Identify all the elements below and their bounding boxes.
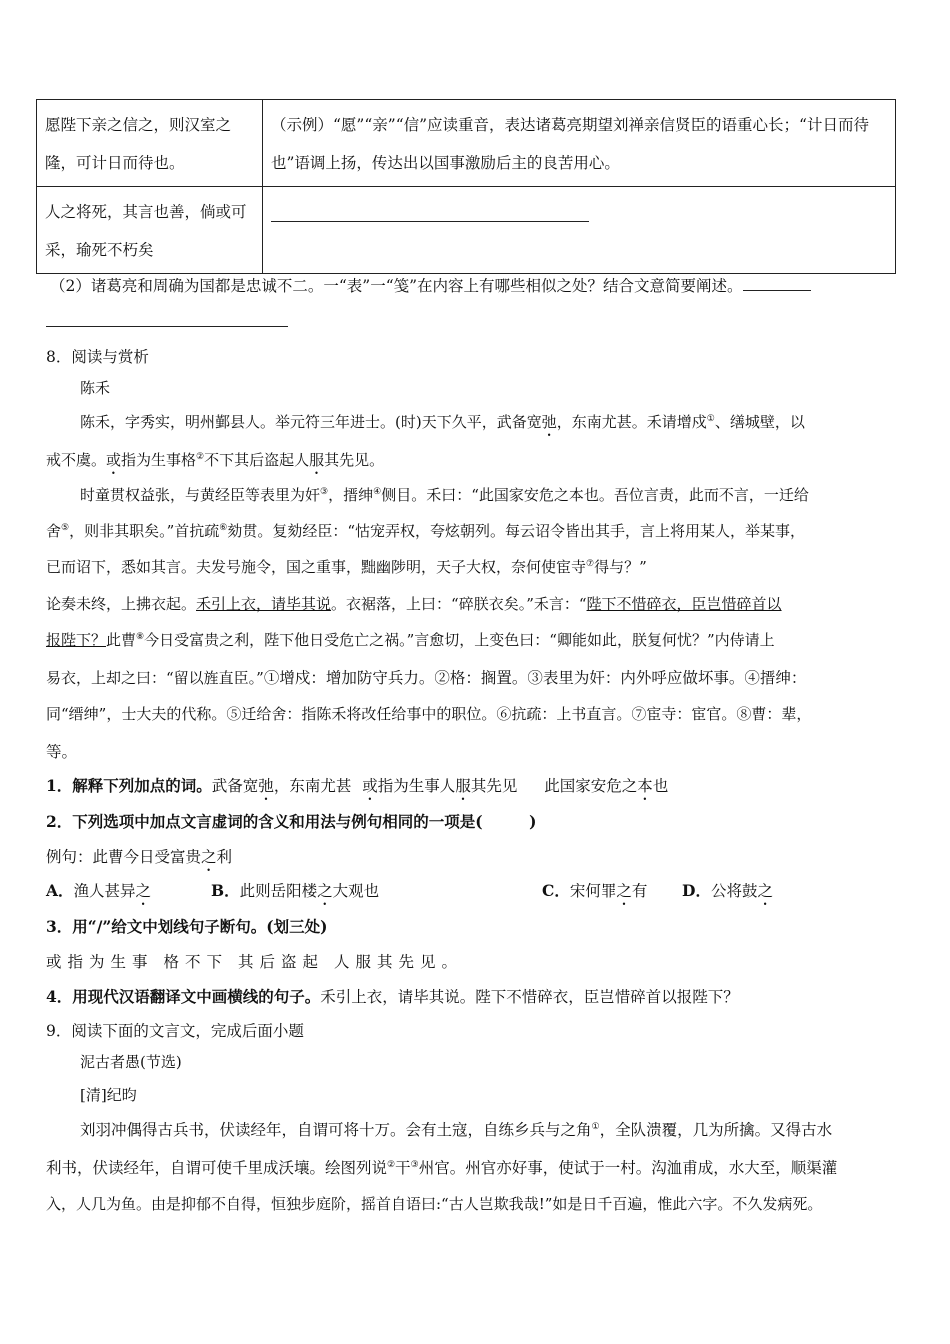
table-cell-sentence: 人之将死，其言也善，倘或可采，瑜死不朽矣 xyxy=(37,187,263,274)
text: 论奏未终，上拂衣起。 xyxy=(46,595,197,613)
text: 格不下 xyxy=(163,953,229,971)
option-a[interactable] xyxy=(46,879,151,909)
footnote-marker: ② xyxy=(387,1159,396,1170)
underlined-sentence: 陛下不惜碎衣，臣岂惜碎首以 xyxy=(586,595,782,613)
passage-author: [清]纪昀 xyxy=(80,1086,137,1104)
option-label: C． xyxy=(542,881,570,900)
option-label: D． xyxy=(682,881,711,900)
dotted-word: 之 xyxy=(135,882,152,900)
passage-line xyxy=(46,593,782,614)
table-cell-answer-blank xyxy=(263,187,896,274)
text: 劾贯。复劾经臣：“怙宠弄权，夸炫朝列。每云诏令皆出其手，言上将用某人，举某事， xyxy=(227,522,806,540)
text: 指为生事人 xyxy=(377,777,456,795)
text: 也 xyxy=(652,777,669,795)
option-d[interactable] xyxy=(682,879,773,909)
text: ，全队溃覆，几为所擒。又得古水 xyxy=(599,1121,833,1139)
dotted-word: 或 xyxy=(106,451,122,469)
punctuation-sentence xyxy=(46,950,463,972)
text: 、缮城壁，以 xyxy=(714,413,805,431)
text: 人服其先见。 xyxy=(334,953,464,971)
subquestion-3 xyxy=(46,915,327,937)
option-b[interactable] xyxy=(211,879,379,909)
reading-table xyxy=(36,99,896,274)
text: 公将鼓 xyxy=(710,882,758,900)
passage-line xyxy=(46,556,647,577)
footnote-marker: ① xyxy=(706,414,715,424)
passage-line xyxy=(46,1156,837,1178)
dotted-word: 之 xyxy=(616,882,632,900)
footnote-marker: ⑥ xyxy=(219,523,228,533)
dotted-word: 服 xyxy=(309,451,325,469)
dotted-word: 或 xyxy=(362,777,378,795)
footnote-marker: ③ xyxy=(320,487,329,497)
footnote-marker: ③ xyxy=(410,1159,419,1170)
answer-blank-line[interactable] xyxy=(743,276,811,291)
footnote-marker: ⑦ xyxy=(586,559,595,569)
text: ，搢绅 xyxy=(328,486,374,504)
text: 不下其后盗起人 xyxy=(204,451,310,469)
underlined-sentence: 报陛下？ xyxy=(46,631,107,649)
table-cell-sentence: 愿陛下亲之信之，则汉室之隆，可计日而待也。 xyxy=(37,100,263,187)
text: 大观也 xyxy=(332,882,380,900)
text: 渔人甚异 xyxy=(73,882,136,900)
dotted-word: 弛 xyxy=(258,777,274,795)
text: 易衣，上却之曰：“留以旌直臣。” xyxy=(46,669,264,687)
passage-line xyxy=(46,666,806,688)
footnotes-line: 等。 xyxy=(46,743,78,761)
passage-line xyxy=(46,449,384,478)
table-cell-analysis: （示例）“愿”“亲”“信”应读重音，表达诸葛亮期望刘禅亲信贤臣的语重心长；“计日而待也”语调上扬，传达出以国事激励后主的良苦用心。 xyxy=(263,100,896,187)
passage-line xyxy=(80,484,809,505)
question-8-heading: 8．阅读与赏析 xyxy=(46,348,149,366)
option-label: A． xyxy=(46,881,74,900)
footnote-marker: ② xyxy=(196,452,205,462)
footnote-marker: ⑤ xyxy=(61,523,70,533)
table-row xyxy=(37,187,896,274)
dotted-word: 之 xyxy=(757,882,773,900)
text: 武备宽 xyxy=(211,777,259,795)
text: 侧目。禾曰：“此国家安危之本也。吾位言责，此而不言，一迁给 xyxy=(381,486,809,504)
question-text: 1．解释下列加点的词。 xyxy=(46,776,212,795)
text: 此国家安危之 xyxy=(544,777,638,795)
text: 宋何罪 xyxy=(569,882,617,900)
text: 指为生事格 xyxy=(121,451,197,469)
option-label: B． xyxy=(211,881,240,900)
answer-blank-row xyxy=(46,312,288,331)
text: 舍 xyxy=(46,522,62,540)
text: 其先见。 xyxy=(324,451,385,469)
dotted-word: 弛 xyxy=(541,413,557,431)
text: ，东南尤甚。禾请增戍 xyxy=(556,413,707,431)
passage-line xyxy=(80,1118,832,1140)
subquestion-2 xyxy=(46,810,536,832)
text: 时童贯权益张，与黄经臣等表里为奸 xyxy=(80,486,321,504)
text: 。衣裾落，上曰：“碎朕衣矣。”禾言：“ xyxy=(331,595,587,613)
text: 今日受富贵之利，陛下他日受危亡之祸。”言愈切，上变色曰：“卿能如此，朕复何忧？”内侍请上 xyxy=(144,631,775,649)
passage-line xyxy=(80,411,805,440)
text: 此则岳阳楼 xyxy=(239,882,318,900)
question-text: 3．用“/”给文中划线句子断句。(划三处) xyxy=(46,917,328,936)
text: 此曹 xyxy=(106,631,137,649)
text: 或指为生事 xyxy=(46,953,154,971)
example-sentence xyxy=(46,845,232,875)
text: 干 xyxy=(395,1159,411,1177)
text: 利 xyxy=(216,848,233,866)
text: 州官。州官亦好事，使试于一村。沟洫甫成，水大至，顺渠灌 xyxy=(418,1159,838,1177)
passage-title: 陈禾 xyxy=(80,379,111,397)
passage-title: 泥古者愚(节选) xyxy=(80,1053,182,1071)
text: ，东南尤甚 xyxy=(273,777,352,795)
text: 刘羽冲偶得古兵书，伏读经年，自谓可将十万。会有土寇，自练乡兵与之角 xyxy=(80,1121,592,1139)
passage-line: 入，人几为鱼。由是抑郁不自得，恒独步庭阶，摇首自语曰:“古人岂欺我哉!”如是日千百遍，惟此六字。不久发病死。 xyxy=(46,1195,823,1213)
question-text: 4．用现代汉语翻译文中画横线的句子。 xyxy=(46,987,321,1006)
dotted-word: 服 xyxy=(455,777,471,795)
answer-blank-line[interactable] xyxy=(271,199,589,222)
subquestion-4 xyxy=(46,985,739,1007)
question-7-2 xyxy=(50,274,900,296)
question-text: （2）诸葛亮和周确为国都是忠诚不二。一“表”一“笺”在内容上有哪些相似之处？结合文意简要阐述。 xyxy=(50,277,743,295)
dotted-word: 之 xyxy=(201,848,217,866)
text: 禾引上衣，请毕其说。陛下不惜碎衣，臣岂惜碎首以报陛下？ xyxy=(320,988,739,1006)
footnote-marker: ④ xyxy=(373,487,382,497)
subquestion-1 xyxy=(46,774,668,804)
text: 陈禾，字秀实，明州鄞县人。举元符三年进士。(时)天下久平，武备宽 xyxy=(80,413,542,431)
text: 利书，伏读经年，自谓可使千里成沃壤。绘图列说 xyxy=(46,1159,388,1177)
text: 其先见 xyxy=(470,777,518,795)
passage-line xyxy=(46,520,805,541)
answer-blank-line[interactable] xyxy=(46,312,288,327)
dotted-word: 本 xyxy=(637,777,653,795)
text: 得与？” xyxy=(594,558,647,576)
text: 例句：此曹今日受富贵 xyxy=(46,848,202,866)
text: 其后盗起 xyxy=(238,953,325,971)
text: 戒不虞。 xyxy=(46,451,107,469)
footnotes-line: 同“缙绅”，士大夫的代称。⑤迁给舍：指陈禾将改任给事中的职位。⑥抗疏：上书直言。⑦宦寺：宦官。⑧曹：辈， xyxy=(46,705,812,723)
text: 已而诏下，悉如其言。夫发号施令，国之重事，黜幽陟明，天子大权，奈何使宦寺 xyxy=(46,558,587,576)
underlined-sentence: 禾引上衣，请毕其说 xyxy=(196,595,332,613)
table-row xyxy=(37,100,896,187)
text: ，则非其职矣。”首抗疏 xyxy=(69,522,220,540)
passage-line xyxy=(46,629,775,650)
text: 有 xyxy=(631,882,648,900)
option-c[interactable] xyxy=(542,879,647,909)
question-text: 2．下列选项中加点文言虚词的含义和用法与例句相同的一项是( ) xyxy=(46,812,537,831)
footnote-marker: ① xyxy=(591,1121,600,1132)
dotted-word: 之 xyxy=(317,882,333,900)
footnotes: ①增戍：增加防守兵力。②格：搁置。③表里为奸：内外呼应做坏事。④搢绅： xyxy=(263,669,807,687)
question-9-heading: 9．阅读下面的文言文，完成后面小题 xyxy=(46,1022,304,1040)
footnote-marker: ⑧ xyxy=(136,632,145,642)
